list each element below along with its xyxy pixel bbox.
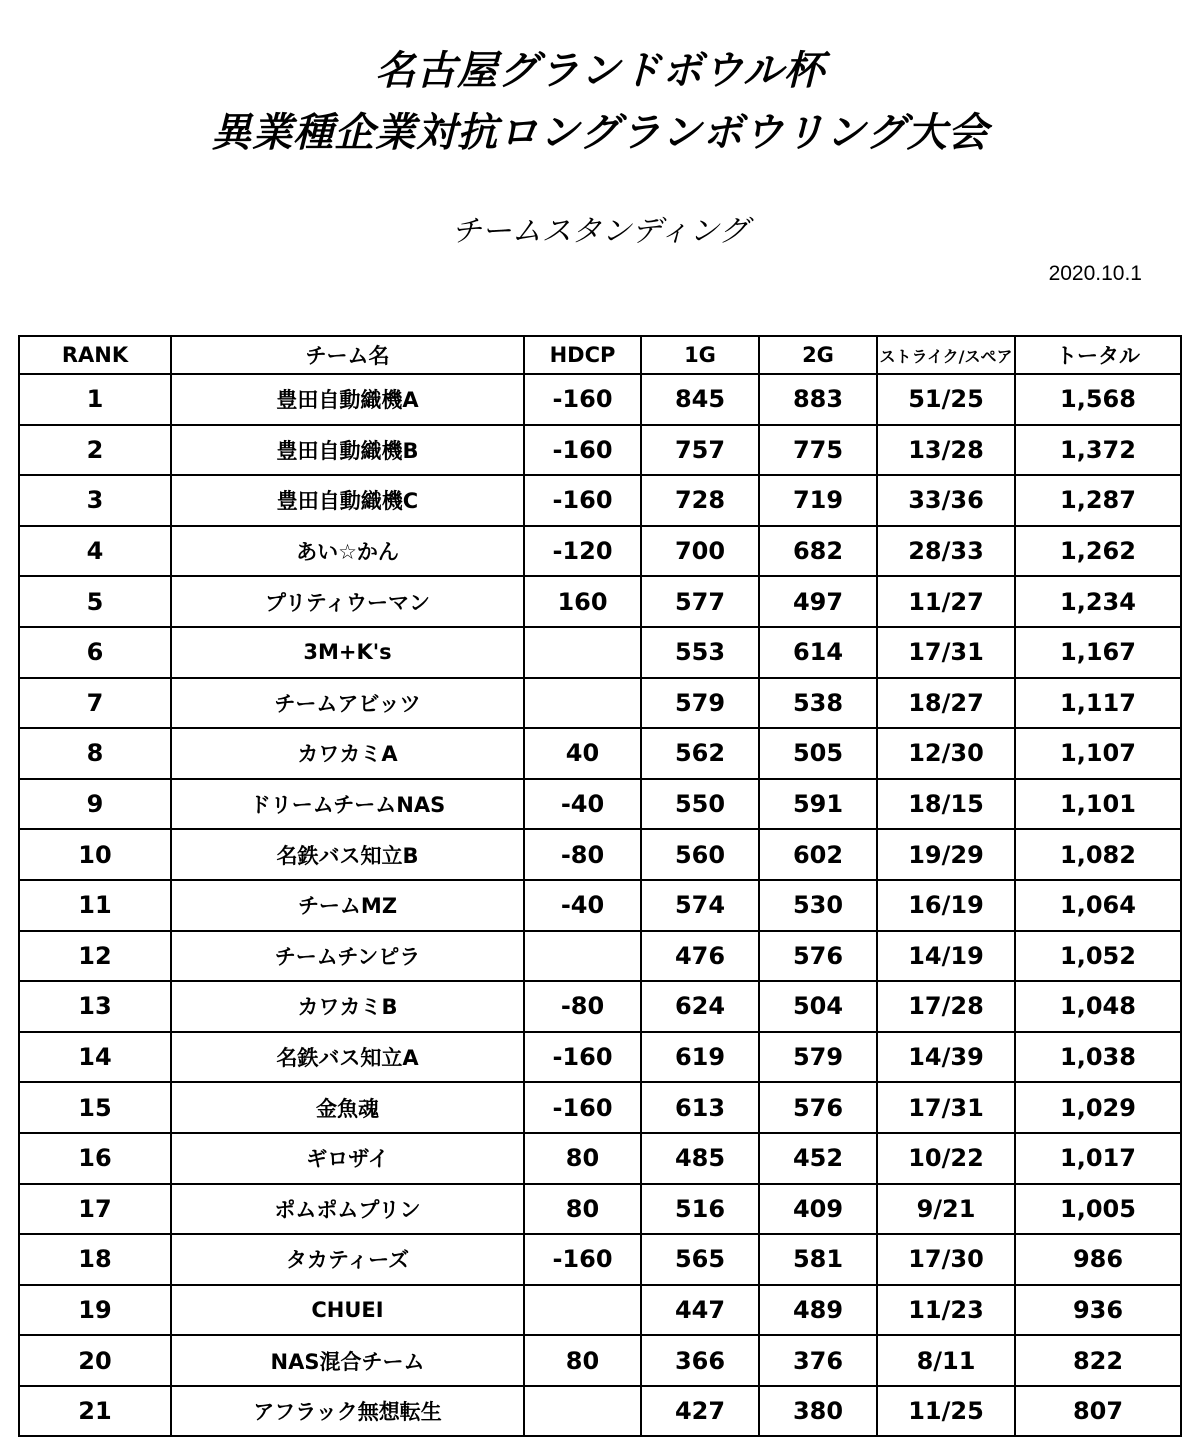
total-cell: 1,101 bbox=[1015, 779, 1181, 830]
game-2-cell: 614 bbox=[759, 627, 877, 678]
rank-cell: 13 bbox=[19, 981, 171, 1032]
game-1-cell: 516 bbox=[641, 1184, 759, 1235]
document-title bbox=[0, 40, 1200, 164]
hdcp-cell bbox=[524, 1386, 641, 1437]
table-row bbox=[19, 425, 1181, 476]
title-line-1: 名古屋グランドボウル杯 bbox=[375, 48, 825, 94]
hdcp-cell: -160 bbox=[524, 475, 641, 526]
table-row bbox=[19, 880, 1181, 931]
table-row bbox=[19, 1335, 1181, 1386]
strike-spare-cell: 14/19 bbox=[877, 931, 1015, 982]
game-2-cell: 530 bbox=[759, 880, 877, 931]
team-name-cell: あい☆かん bbox=[171, 526, 524, 577]
game-2-cell: 409 bbox=[759, 1184, 877, 1235]
hdcp-cell: -120 bbox=[524, 526, 641, 577]
game-1-cell: 728 bbox=[641, 475, 759, 526]
rank-cell: 7 bbox=[19, 678, 171, 729]
strike-spare-cell: 11/25 bbox=[877, 1386, 1015, 1437]
game-1-cell: 700 bbox=[641, 526, 759, 577]
team-name-cell: タカティーズ bbox=[171, 1234, 524, 1285]
team-name-cell: CHUEI bbox=[171, 1285, 524, 1336]
rank-cell: 4 bbox=[19, 526, 171, 577]
hdcp-cell: 80 bbox=[524, 1335, 641, 1386]
hdcp-cell: 80 bbox=[524, 1184, 641, 1235]
game-1-cell: 562 bbox=[641, 728, 759, 779]
total-cell: 1,038 bbox=[1015, 1032, 1181, 1083]
table-row bbox=[19, 1285, 1181, 1336]
total-cell: 822 bbox=[1015, 1335, 1181, 1386]
game-2-cell: 505 bbox=[759, 728, 877, 779]
rank-cell: 10 bbox=[19, 829, 171, 880]
team-name-cell: チームMZ bbox=[171, 880, 524, 931]
rank-cell: 8 bbox=[19, 728, 171, 779]
game-2-cell: 380 bbox=[759, 1386, 877, 1437]
table-row bbox=[19, 779, 1181, 830]
table-header-row bbox=[19, 336, 1181, 374]
game-1-cell: 757 bbox=[641, 425, 759, 476]
team-name-cell: 豊田自動織機C bbox=[171, 475, 524, 526]
strike-spare-cell: 17/30 bbox=[877, 1234, 1015, 1285]
game-2-cell: 576 bbox=[759, 1082, 877, 1133]
total-cell: 1,052 bbox=[1015, 931, 1181, 982]
table-row bbox=[19, 981, 1181, 1032]
total-cell: 1,287 bbox=[1015, 475, 1181, 526]
team-name-cell: 豊田自動織機A bbox=[171, 374, 524, 425]
rank-cell: 20 bbox=[19, 1335, 171, 1386]
game-2-cell: 497 bbox=[759, 576, 877, 627]
game-2-cell: 452 bbox=[759, 1133, 877, 1184]
game-2-cell: 682 bbox=[759, 526, 877, 577]
total-cell: 1,107 bbox=[1015, 728, 1181, 779]
team-name-cell: カワカミB bbox=[171, 981, 524, 1032]
total-cell: 1,017 bbox=[1015, 1133, 1181, 1184]
hdcp-cell bbox=[524, 1285, 641, 1336]
table-row bbox=[19, 1386, 1181, 1437]
hdcp-cell: -80 bbox=[524, 829, 641, 880]
table-row bbox=[19, 475, 1181, 526]
team-name-cell: ドリームチームNAS bbox=[171, 779, 524, 830]
total-cell: 1,568 bbox=[1015, 374, 1181, 425]
rank-cell: 18 bbox=[19, 1234, 171, 1285]
total-cell: 1,167 bbox=[1015, 627, 1181, 678]
hdcp-cell: -40 bbox=[524, 779, 641, 830]
team-name-cell: 名鉄バス知立B bbox=[171, 829, 524, 880]
total-cell: 1,262 bbox=[1015, 526, 1181, 577]
team-name-cell: プリティウーマン bbox=[171, 576, 524, 627]
total-cell: 1,029 bbox=[1015, 1082, 1181, 1133]
game-2-cell: 719 bbox=[759, 475, 877, 526]
total-cell: 1,117 bbox=[1015, 678, 1181, 729]
strike-spare-cell: 51/25 bbox=[877, 374, 1015, 425]
standings-body bbox=[19, 374, 1181, 1436]
rank-cell: 21 bbox=[19, 1386, 171, 1437]
game-1-cell: 485 bbox=[641, 1133, 759, 1184]
team-name-cell: カワカミA bbox=[171, 728, 524, 779]
game-1-cell: 574 bbox=[641, 880, 759, 931]
hdcp-cell: 160 bbox=[524, 576, 641, 627]
game-1-cell: 577 bbox=[641, 576, 759, 627]
table-row bbox=[19, 526, 1181, 577]
table-row bbox=[19, 1032, 1181, 1083]
game-1-cell: 366 bbox=[641, 1335, 759, 1386]
strike-spare-cell: 33/36 bbox=[877, 475, 1015, 526]
rank-cell: 6 bbox=[19, 627, 171, 678]
hdcp-cell: -160 bbox=[524, 374, 641, 425]
hdcp-cell: 40 bbox=[524, 728, 641, 779]
rank-cell: 5 bbox=[19, 576, 171, 627]
game-2-cell: 489 bbox=[759, 1285, 877, 1336]
table-row bbox=[19, 678, 1181, 729]
table-row bbox=[19, 1133, 1181, 1184]
strike-spare-cell: 8/11 bbox=[877, 1335, 1015, 1386]
header-game-1: 1G bbox=[641, 336, 759, 374]
total-cell: 1,372 bbox=[1015, 425, 1181, 476]
game-1-cell: 550 bbox=[641, 779, 759, 830]
hdcp-cell: 80 bbox=[524, 1133, 641, 1184]
total-cell: 986 bbox=[1015, 1234, 1181, 1285]
hdcp-cell bbox=[524, 678, 641, 729]
table-row bbox=[19, 829, 1181, 880]
game-1-cell: 476 bbox=[641, 931, 759, 982]
table-row bbox=[19, 728, 1181, 779]
strike-spare-cell: 10/22 bbox=[877, 1133, 1015, 1184]
game-2-cell: 504 bbox=[759, 981, 877, 1032]
team-name-cell: 金魚魂 bbox=[171, 1082, 524, 1133]
game-1-cell: 845 bbox=[641, 374, 759, 425]
team-name-cell: 3M+K's bbox=[171, 627, 524, 678]
standings-table bbox=[18, 335, 1182, 1437]
rank-cell: 12 bbox=[19, 931, 171, 982]
strike-spare-cell: 9/21 bbox=[877, 1184, 1015, 1235]
header-total: トータル bbox=[1015, 336, 1181, 374]
header-hdcp: HDCP bbox=[524, 336, 641, 374]
total-cell: 936 bbox=[1015, 1285, 1181, 1336]
game-2-cell: 376 bbox=[759, 1335, 877, 1386]
rank-cell: 9 bbox=[19, 779, 171, 830]
rank-cell: 3 bbox=[19, 475, 171, 526]
game-2-cell: 581 bbox=[759, 1234, 877, 1285]
team-name-cell: ギロザイ bbox=[171, 1133, 524, 1184]
rank-cell: 11 bbox=[19, 880, 171, 931]
game-1-cell: 447 bbox=[641, 1285, 759, 1336]
strike-spare-cell: 13/28 bbox=[877, 425, 1015, 476]
game-2-cell: 538 bbox=[759, 678, 877, 729]
table-row bbox=[19, 1082, 1181, 1133]
game-1-cell: 553 bbox=[641, 627, 759, 678]
game-1-cell: 613 bbox=[641, 1082, 759, 1133]
rank-cell: 19 bbox=[19, 1285, 171, 1336]
team-name-cell: NAS混合チーム bbox=[171, 1335, 524, 1386]
team-name-cell: アフラック無想転生 bbox=[171, 1386, 524, 1437]
game-1-cell: 619 bbox=[641, 1032, 759, 1083]
strike-spare-cell: 18/15 bbox=[877, 779, 1015, 830]
team-name-cell: チームチンピラ bbox=[171, 931, 524, 982]
strike-spare-cell: 17/28 bbox=[877, 981, 1015, 1032]
table-row bbox=[19, 627, 1181, 678]
rank-cell: 15 bbox=[19, 1082, 171, 1133]
game-2-cell: 883 bbox=[759, 374, 877, 425]
strike-spare-cell: 11/27 bbox=[877, 576, 1015, 627]
total-cell: 1,005 bbox=[1015, 1184, 1181, 1235]
game-2-cell: 602 bbox=[759, 829, 877, 880]
hdcp-cell: -160 bbox=[524, 1082, 641, 1133]
table-row bbox=[19, 931, 1181, 982]
game-1-cell: 427 bbox=[641, 1386, 759, 1437]
total-cell: 807 bbox=[1015, 1386, 1181, 1437]
hdcp-cell: -40 bbox=[524, 880, 641, 931]
strike-spare-cell: 11/23 bbox=[877, 1285, 1015, 1336]
game-1-cell: 579 bbox=[641, 678, 759, 729]
table-row bbox=[19, 576, 1181, 627]
game-1-cell: 560 bbox=[641, 829, 759, 880]
total-cell: 1,082 bbox=[1015, 829, 1181, 880]
team-name-cell: 豊田自動織機B bbox=[171, 425, 524, 476]
title-line-2: 異業種企業対抗ロングランボウリング大会 bbox=[211, 110, 989, 156]
hdcp-cell: -160 bbox=[524, 1234, 641, 1285]
strike-spare-cell: 17/31 bbox=[877, 1082, 1015, 1133]
header-strike-spare: ストライク/スペア bbox=[877, 336, 1015, 374]
header-team: チーム名 bbox=[171, 336, 524, 374]
page-subtitle: チームスタンディング bbox=[451, 214, 749, 249]
rank-cell: 2 bbox=[19, 425, 171, 476]
total-cell: 1,048 bbox=[1015, 981, 1181, 1032]
team-name-cell: チームアビッツ bbox=[171, 678, 524, 729]
game-1-cell: 565 bbox=[641, 1234, 759, 1285]
game-2-cell: 775 bbox=[759, 425, 877, 476]
strike-spare-cell: 12/30 bbox=[877, 728, 1015, 779]
strike-spare-cell: 14/39 bbox=[877, 1032, 1015, 1083]
rank-cell: 16 bbox=[19, 1133, 171, 1184]
rank-cell: 17 bbox=[19, 1184, 171, 1235]
strike-spare-cell: 19/29 bbox=[877, 829, 1015, 880]
rank-cell: 1 bbox=[19, 374, 171, 425]
table-row bbox=[19, 374, 1181, 425]
strike-spare-cell: 16/19 bbox=[877, 880, 1015, 931]
hdcp-cell bbox=[524, 627, 641, 678]
document-date: 2020.10.1 bbox=[1048, 262, 1142, 285]
strike-spare-cell: 17/31 bbox=[877, 627, 1015, 678]
hdcp-cell: -160 bbox=[524, 1032, 641, 1083]
team-name-cell: 名鉄バス知立A bbox=[171, 1032, 524, 1083]
game-1-cell: 624 bbox=[641, 981, 759, 1032]
table-row bbox=[19, 1234, 1181, 1285]
hdcp-cell: -80 bbox=[524, 981, 641, 1032]
game-2-cell: 579 bbox=[759, 1032, 877, 1083]
table-row bbox=[19, 1184, 1181, 1235]
strike-spare-cell: 18/27 bbox=[877, 678, 1015, 729]
total-cell: 1,234 bbox=[1015, 576, 1181, 627]
total-cell: 1,064 bbox=[1015, 880, 1181, 931]
team-name-cell: ポムポムプリン bbox=[171, 1184, 524, 1235]
rank-cell: 14 bbox=[19, 1032, 171, 1083]
hdcp-cell bbox=[524, 931, 641, 982]
game-2-cell: 576 bbox=[759, 931, 877, 982]
hdcp-cell: -160 bbox=[524, 425, 641, 476]
strike-spare-cell: 28/33 bbox=[877, 526, 1015, 577]
header-rank: RANK bbox=[19, 336, 171, 374]
game-2-cell: 591 bbox=[759, 779, 877, 830]
header-game-2: 2G bbox=[759, 336, 877, 374]
